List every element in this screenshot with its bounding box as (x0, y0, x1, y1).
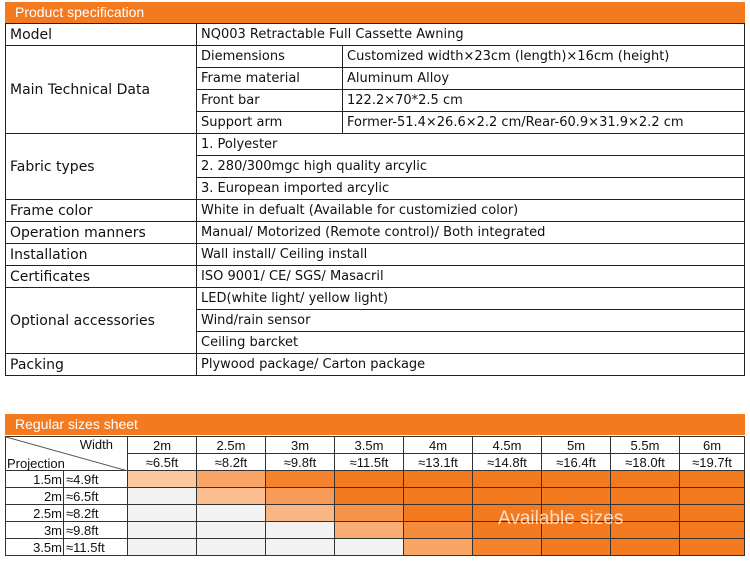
frame-material-value: Aluminum Alloy (343, 68, 745, 90)
spec-row-packing (6, 354, 745, 376)
packing-label: Packing (6, 354, 197, 376)
projection-row (6, 505, 745, 522)
available-size-cell (611, 471, 680, 488)
available-size-cell (404, 505, 473, 522)
available-size-cell (473, 471, 542, 488)
installation-label: Installation (6, 244, 197, 266)
unavailable-size-cell (266, 522, 335, 539)
spec-row-model (6, 24, 745, 46)
front-bar-label: Front bar (197, 90, 343, 112)
available-size-cell (680, 471, 745, 488)
product-specification-header: Product specification (5, 2, 745, 23)
certificates-label: Certificates (6, 266, 197, 288)
available-size-cell (128, 471, 197, 488)
projection-label: Projection (7, 456, 65, 471)
support-arm-value: Former-51.4×26.6×2.2 cm/Rear-60.9×31.9×2.2 cm (343, 112, 745, 134)
support-arm-label: Support arm (197, 112, 343, 134)
model-label: Model (6, 24, 197, 46)
width-feet-cell: ≈13.1ft (404, 454, 473, 471)
sizes-header-row (6, 437, 745, 454)
available-size-cell (404, 488, 473, 505)
width-feet-cell: ≈18.0ft (611, 454, 680, 471)
spec-row-dimensions (6, 46, 745, 68)
width-meters-cell: 4.5m (473, 437, 542, 454)
regular-sizes-table (5, 436, 745, 556)
available-size-cell (680, 522, 745, 539)
unavailable-size-cell (197, 505, 266, 522)
packing-value: Plywood package/ Carton package (197, 354, 745, 376)
unavailable-size-cell (197, 522, 266, 539)
spec-row-fabric-1 (6, 134, 745, 156)
width-feet-cell: ≈9.8ft (266, 454, 335, 471)
width-meters-cell: 5.5m (611, 437, 680, 454)
projection-feet-cell: ≈9.8ft (64, 522, 128, 539)
available-size-cell (542, 471, 611, 488)
available-size-cell (680, 488, 745, 505)
projection-meters-cell: 3.5m (6, 539, 64, 556)
optional-accessory-item: Ceiling barcket (197, 332, 745, 354)
width-meters-cell: 4m (404, 437, 473, 454)
width-feet-cell: ≈8.2ft (197, 454, 266, 471)
spec-row-optional-1 (6, 288, 745, 310)
projection-meters-cell: 3m (6, 522, 64, 539)
width-meters-cell: 3m (266, 437, 335, 454)
available-size-cell (680, 539, 745, 556)
installation-value: Wall install/ Ceiling install (197, 244, 745, 266)
available-size-cell (266, 505, 335, 522)
spec-row-certificates (6, 266, 745, 288)
spec-row-frame-color (6, 200, 745, 222)
front-bar-value: 122.2×70*2.5 cm (343, 90, 745, 112)
spec-row-operation (6, 222, 745, 244)
projection-meters-cell: 2.5m (6, 505, 64, 522)
available-size-cell (542, 539, 611, 556)
projection-feet-cell: ≈4.9ft (64, 471, 128, 488)
projection-meters-cell: 2m (6, 488, 64, 505)
unavailable-size-cell (128, 522, 197, 539)
frame-material-label: Frame material (197, 68, 343, 90)
operation-manners-label: Operation manners (6, 222, 197, 244)
unavailable-size-cell (128, 539, 197, 556)
fabric-type-item: 3. European imported arcylic (197, 178, 745, 200)
unavailable-size-cell (128, 488, 197, 505)
available-size-cell (335, 522, 404, 539)
width-meters-cell: 6m (680, 437, 745, 454)
available-size-cell (197, 471, 266, 488)
available-size-cell (611, 488, 680, 505)
width-meters-cell: 2.5m (197, 437, 266, 454)
unavailable-size-cell (266, 539, 335, 556)
projection-row (6, 488, 745, 505)
available-size-cell (335, 471, 404, 488)
width-feet-cell: ≈16.4ft (542, 454, 611, 471)
width-meters-cell: 5m (542, 437, 611, 454)
available-size-cell (335, 505, 404, 522)
optional-accessories-label: Optional accessories (6, 288, 197, 354)
regular-sizes-header: Regular sizes sheet (5, 414, 745, 435)
width-feet-cell: ≈6.5ft (128, 454, 197, 471)
frame-color-value: White in defualt (Available for customizied color) (197, 200, 745, 222)
unavailable-size-cell (128, 505, 197, 522)
dimensions-value: Customized width×23cm (length)×16cm (height) (343, 46, 745, 68)
unavailable-size-cell (197, 539, 266, 556)
width-feet-cell: ≈19.7ft (680, 454, 745, 471)
projection-row (6, 522, 745, 539)
available-size-cell (266, 488, 335, 505)
optional-accessory-item: Wind/rain sensor (197, 310, 745, 332)
width-projection-corner (6, 437, 128, 471)
projection-row (6, 539, 745, 556)
width-feet-cell: ≈11.5ft (335, 454, 404, 471)
specification-table (5, 23, 745, 376)
available-size-cell (335, 488, 404, 505)
width-meters-cell: 2m (128, 437, 197, 454)
main-technical-data-label: Main Technical Data (6, 46, 197, 134)
spec-row-installation (6, 244, 745, 266)
unavailable-size-cell (335, 539, 404, 556)
fabric-types-label: Fabric types (6, 134, 197, 200)
projection-feet-cell: ≈8.2ft (64, 505, 128, 522)
available-size-cell (680, 505, 745, 522)
optional-accessory-item: LED(white light/ yellow light) (197, 288, 745, 310)
available-sizes-label: Available sizes (498, 508, 624, 529)
width-feet-cell: ≈14.8ft (473, 454, 542, 471)
available-size-cell (611, 539, 680, 556)
width-label: Width (79, 437, 113, 452)
available-size-cell (266, 471, 335, 488)
fabric-type-item: 1. Polyester (197, 134, 745, 156)
frame-color-label: Frame color (6, 200, 197, 222)
projection-feet-cell: ≈11.5ft (64, 539, 128, 556)
available-size-cell (542, 488, 611, 505)
available-size-cell (404, 522, 473, 539)
projection-meters-cell: 1.5m (6, 471, 64, 488)
projection-feet-cell: ≈6.5ft (64, 488, 128, 505)
width-meters-cell: 3.5m (335, 437, 404, 454)
fabric-type-item: 2. 280/300mgc high quality arcylic (197, 156, 745, 178)
operation-manners-value: Manual/ Motorized (Remote control)/ Both integrated (197, 222, 745, 244)
available-size-cell (197, 488, 266, 505)
certificates-value: ISO 9001/ CE/ SGS/ Masacril (197, 266, 745, 288)
projection-row (6, 471, 745, 488)
dimensions-label: Diemensions (197, 46, 343, 68)
model-value: NQ003 Retractable Full Cassette Awning (197, 24, 745, 46)
available-size-cell (473, 488, 542, 505)
available-size-cell (404, 471, 473, 488)
available-size-cell (404, 539, 473, 556)
available-size-cell (473, 539, 542, 556)
